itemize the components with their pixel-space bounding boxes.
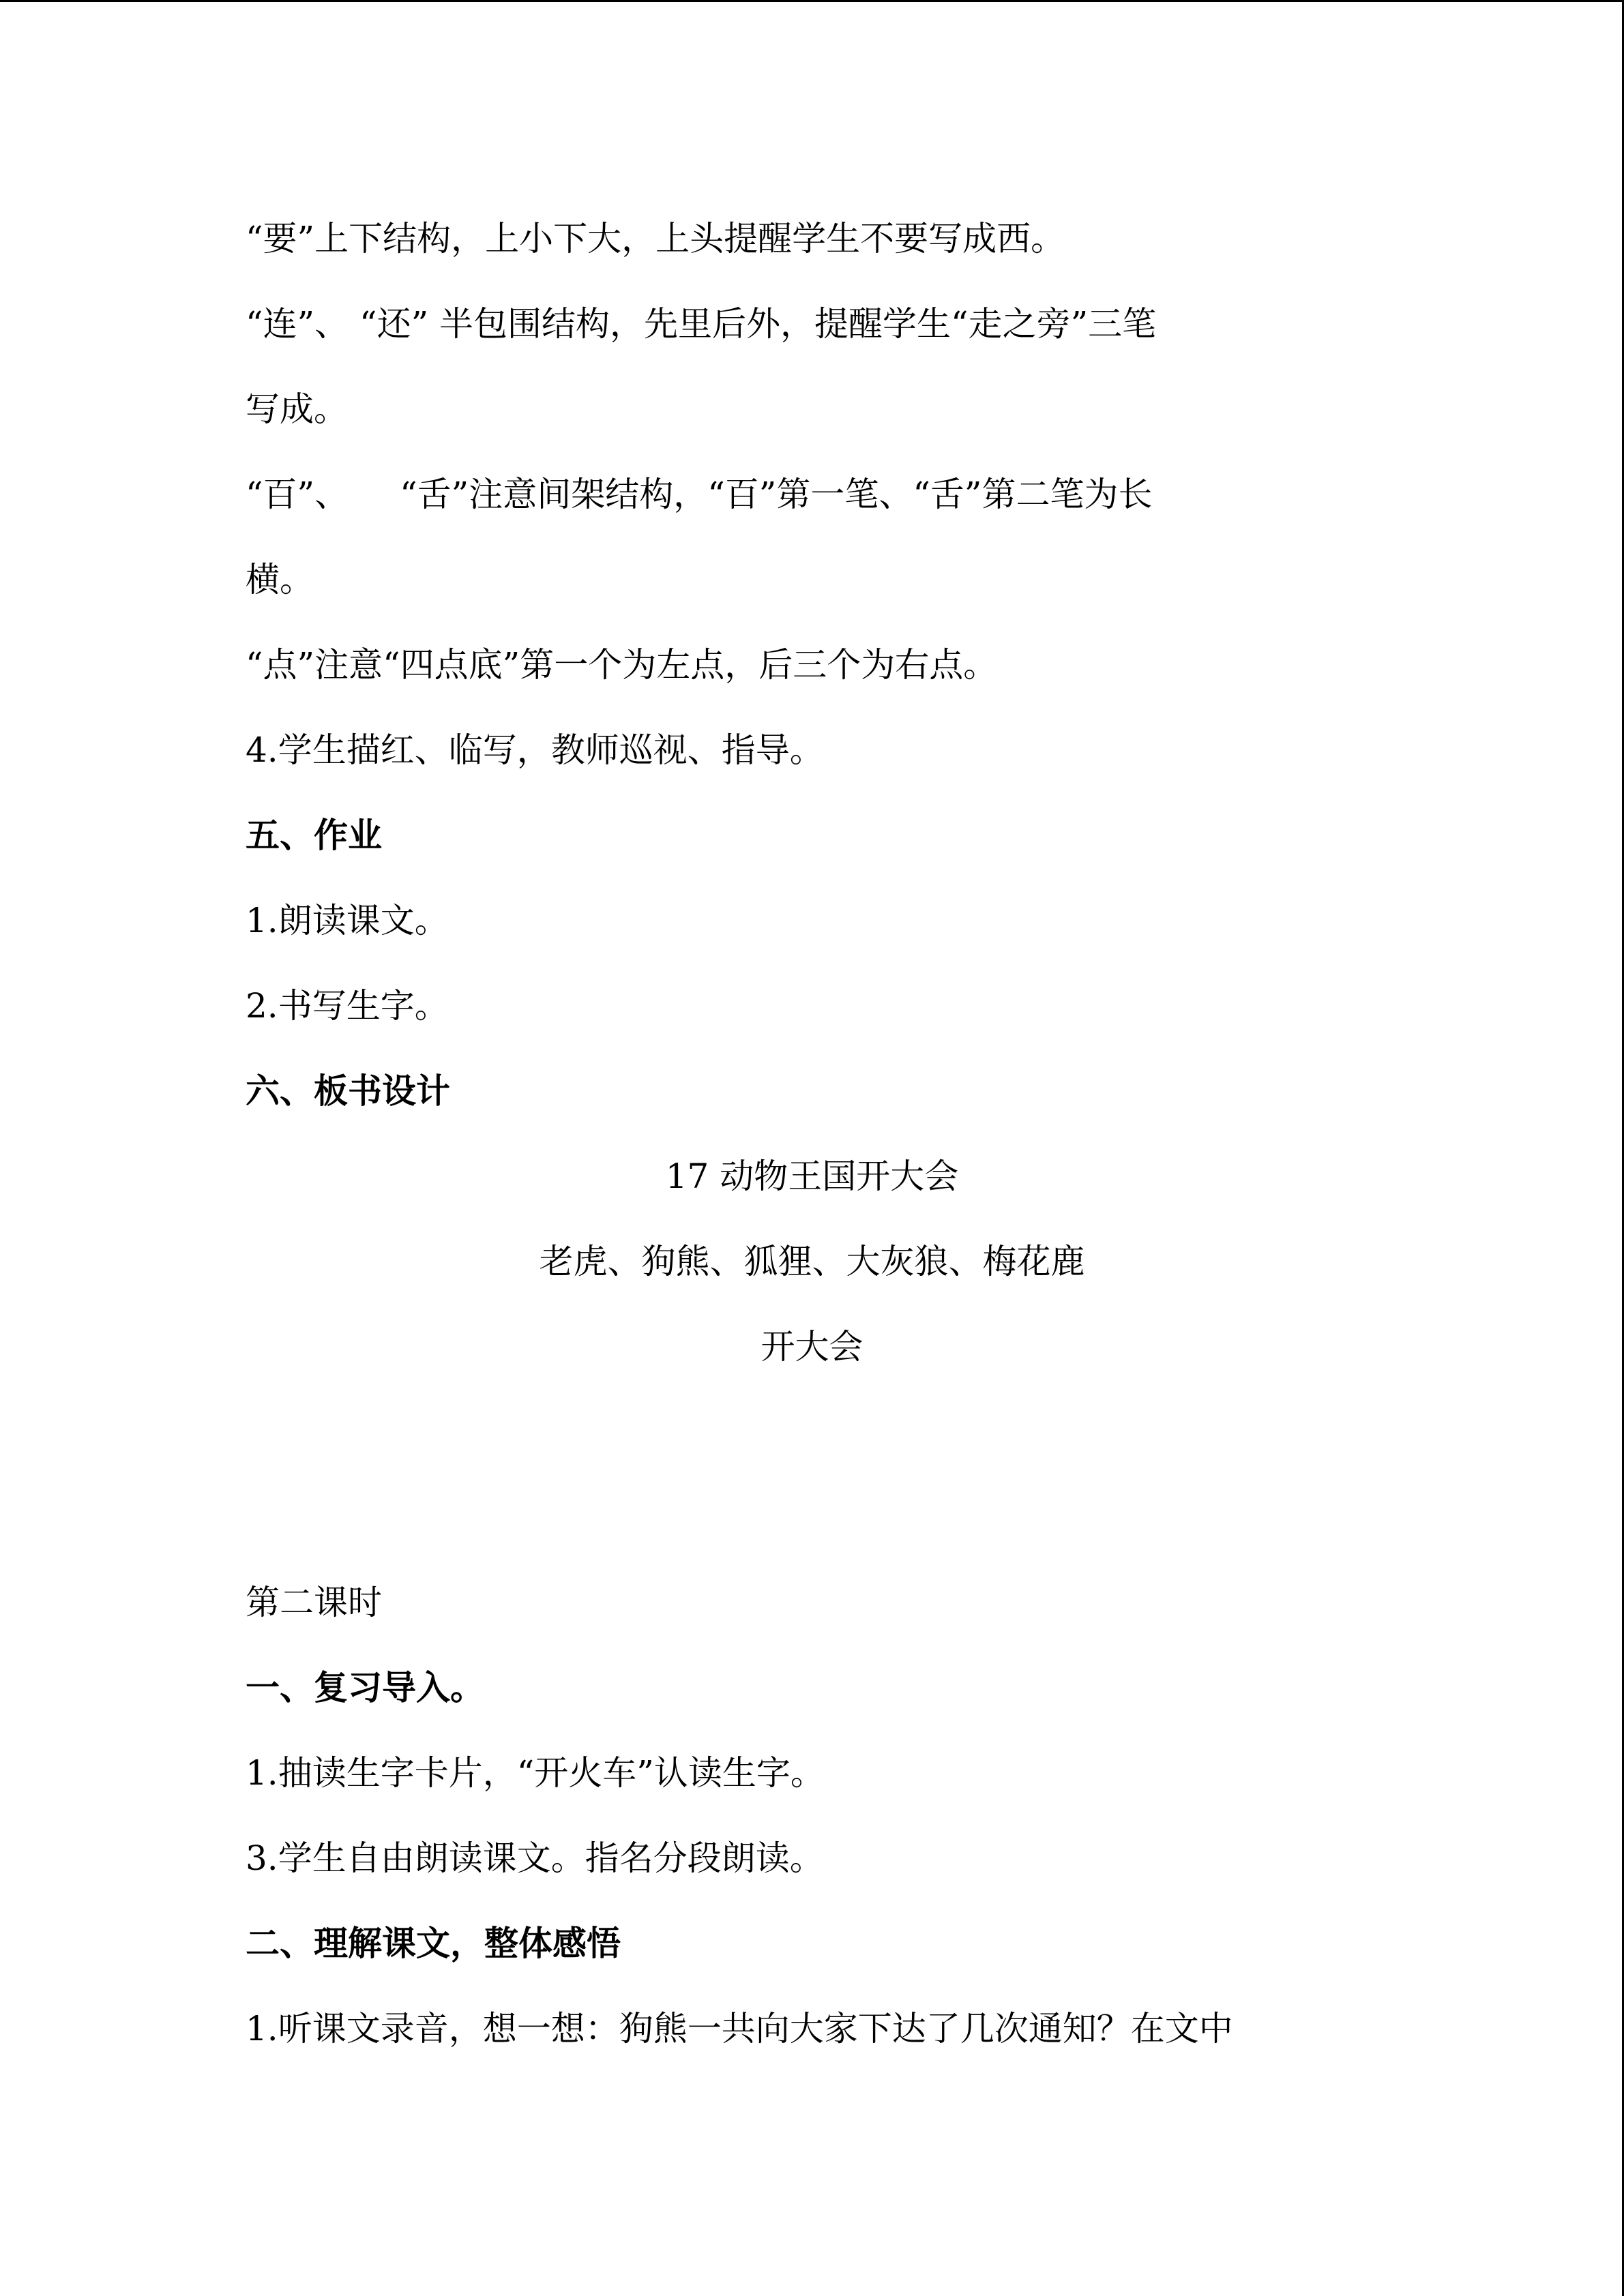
lesson-title: 第二课时 (246, 1583, 382, 1622)
list-item: 1.听课文录音，想一想：狗熊一共向大家下达了几次通知？在文中 (246, 2009, 1233, 2048)
section-heading: 五、作业 (246, 815, 382, 855)
list-item: 2.书写生字。 (246, 986, 449, 1026)
list-item: 1.朗读课文。 (246, 901, 449, 940)
text-line: “百”、 “舌”注意间架结构，“百”第一笔、“舌”第二笔为长 (246, 475, 1153, 514)
text-line: “点”注意“四点底”第一个为左点，后三个为右点。 (246, 645, 998, 685)
text-line: “连”、 “还” 半包围结构，先里后外，提醒学生“走之旁”三笔 (246, 304, 1157, 344)
board-line: 老虎、狗熊、狐狸、大灰狼、梅花鹿 (539, 1242, 1085, 1281)
list-item: 3.学生自由朗读课文。指名分段朗读。 (246, 1838, 824, 1878)
board-title: 17 动物王国开大会 (665, 1157, 959, 1196)
text-line: “要”上下结构，上小下大，上头提醒学生不要写成西。 (246, 219, 1065, 258)
section-heading: 二、理解课文，整体感悟 (246, 1923, 621, 1963)
list-item: 1.抽读生字卡片，“开火车”认读生字。 (246, 1753, 825, 1793)
page-top-border (0, 0, 1624, 2)
section-heading: 六、板书设计 (246, 1071, 450, 1111)
text-line: 写成。 (246, 389, 348, 429)
text-line: 横。 (246, 560, 314, 599)
text-line: 4.学生描红、临写，教师巡视、指导。 (246, 730, 824, 770)
board-line: 开大会 (761, 1327, 863, 1367)
section-heading: 一、复习导入。 (246, 1667, 484, 1708)
